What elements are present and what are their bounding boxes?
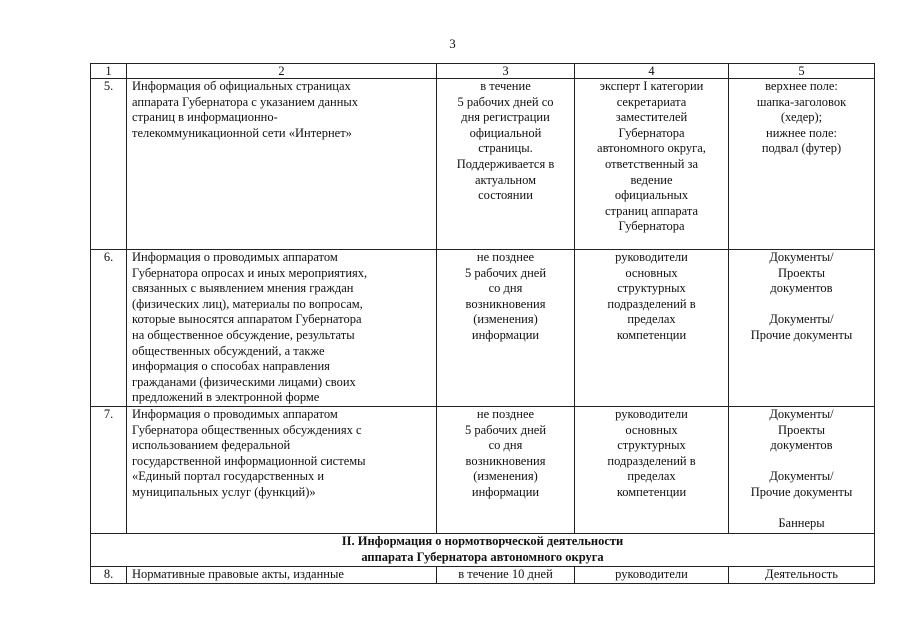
- cell-text-line: шапка-заголовок: [756, 94, 847, 109]
- cell-text-line: [734, 297, 869, 313]
- cell-text-line: подразделений в: [607, 296, 696, 311]
- cell-text-line: верхнее поле:: [765, 79, 838, 93]
- info-cell: [127, 79, 437, 250]
- cell-text-line: пределах: [627, 312, 676, 327]
- cell-text-line: Документы/: [769, 312, 834, 327]
- cell-text-line: Губернатора: [618, 125, 685, 140]
- term-cell: [437, 407, 575, 534]
- cell-text-line: Губернатора: [618, 219, 685, 234]
- cell-text-line: структурных: [617, 281, 686, 296]
- cell-text-line: со дня: [488, 281, 523, 296]
- cell-text-line: эксперт I категории: [599, 79, 704, 93]
- cell-text-line: которые выносятся аппаратом Губернатора: [132, 312, 362, 327]
- table-row-7: [91, 407, 875, 534]
- table-row-8: [91, 567, 875, 584]
- section-heading: [91, 534, 875, 567]
- cell-text-line: основных: [625, 422, 678, 437]
- row-number: 8.: [91, 567, 127, 584]
- table-row-5: [91, 79, 875, 250]
- row-number: 7.: [91, 407, 127, 534]
- cell-text-line: пределах: [627, 469, 676, 484]
- cell-text-line: гражданами (физическими лицами) своих: [132, 374, 356, 389]
- cell-text-line: Проекты: [778, 422, 825, 437]
- cell-text-line: нижнее поле:: [766, 125, 837, 140]
- cell-text-line: дня регистрации: [461, 110, 550, 125]
- cell-text-line: государственной информационной системы: [132, 453, 366, 468]
- cell-text-line: использованием федеральной: [132, 438, 291, 453]
- cell-text-line: секретариата: [616, 94, 687, 109]
- responsible-cell: [575, 79, 729, 250]
- cell-text-line: муниципальных услуг (функций)»: [132, 484, 316, 499]
- table-row-6: [91, 250, 875, 407]
- header-cell-1: 1: [91, 64, 127, 79]
- cell-text-line: подвал (футер): [761, 141, 842, 156]
- cell-text-line: информации: [471, 327, 540, 342]
- cell-text-line: заместителей: [615, 110, 688, 125]
- cell-text-line: телекоммуникационной сети «Интернет»: [132, 125, 352, 140]
- term-cell: в течение 10 дней: [437, 567, 575, 584]
- site-section-cell: [729, 79, 875, 250]
- header-cell-3: 3: [437, 64, 575, 79]
- term-cell: [437, 250, 575, 407]
- cell-text-line: Документы/: [769, 250, 834, 264]
- cell-text-line: (физических лиц), материалы по вопросам,: [132, 296, 363, 311]
- cell-text-line: 5 рабочих дней: [464, 422, 547, 437]
- cell-text-line: не позднее: [476, 407, 535, 421]
- cell-text-line: информация о способах направления: [132, 359, 330, 374]
- info-cell: [127, 407, 437, 534]
- cell-text-line: подразделений в: [607, 453, 696, 468]
- cell-text-line: основных: [625, 265, 678, 280]
- info-cell: [127, 250, 437, 407]
- cell-text-line: официальной: [469, 125, 542, 140]
- information-table: [90, 63, 875, 584]
- responsible-cell: [575, 407, 729, 534]
- cell-text-line: страниц в информационно-: [132, 110, 278, 125]
- cell-text-line: компетенции: [616, 327, 687, 342]
- cell-text-line: предложений в электронной форме: [132, 390, 320, 405]
- cell-text-line: информации: [471, 484, 540, 499]
- info-cell: Нормативные правовые акты, изданные: [127, 567, 437, 584]
- cell-text-line: состоянии: [478, 188, 533, 203]
- header-cell-4: 4: [575, 64, 729, 79]
- cell-text-line: аппарата Губернатора с указанием данных: [132, 94, 359, 109]
- cell-text-line: II. Информация о нормотворческой деятельности: [341, 534, 624, 548]
- cell-text-line: «Единый портал государственных и: [132, 469, 325, 484]
- term-cell: [437, 79, 575, 250]
- cell-text-line: страниц аппарата: [604, 203, 699, 218]
- cell-text-line: Информация о проводимых аппаратом: [132, 250, 338, 264]
- cell-text-line: структурных: [617, 438, 686, 453]
- cell-text-line: актуальном: [474, 172, 537, 187]
- cell-text-line: Информация о проводимых аппаратом: [132, 407, 338, 421]
- cell-text-line: Губернатора опросах и иных мероприятиях,: [132, 265, 368, 280]
- cell-text-line: компетенции: [616, 484, 687, 499]
- header-cell-5: 5: [729, 64, 875, 79]
- cell-text-line: аппарата Губернатора автономного округа: [361, 549, 604, 564]
- cell-text-line: официальных: [614, 188, 689, 203]
- cell-text-line: не позднее: [476, 250, 535, 264]
- cell-text-line: Баннеры: [778, 516, 825, 531]
- cell-text-line: документов: [770, 438, 833, 453]
- cell-text-line: возникновения: [465, 453, 546, 468]
- cell-text-line: 5 рабочих дней со: [457, 94, 554, 109]
- cell-text-line: связанных с выявлением мнения граждан: [132, 281, 354, 296]
- cell-text-line: документов: [770, 281, 833, 296]
- cell-text-line: Проекты: [778, 265, 825, 280]
- cell-text-line: ведение: [630, 172, 673, 187]
- cell-text-line: Документы/: [769, 407, 834, 421]
- cell-text-line: руководители: [615, 407, 688, 421]
- cell-text-line: общественных обсуждений, а также: [132, 343, 325, 358]
- row-number: 5.: [91, 79, 127, 250]
- cell-text-line: в течение: [480, 79, 531, 93]
- cell-text-line: со дня: [488, 438, 523, 453]
- cell-text-line: возникновения: [465, 296, 546, 311]
- cell-text-line: на общественное обсуждение, результаты: [132, 327, 355, 342]
- cell-text-line: 5 рабочих дней: [464, 265, 547, 280]
- cell-text-line: Губернатора общественных обсуждениях с: [132, 422, 362, 437]
- site-section-cell: [729, 407, 875, 534]
- cell-text-line: Документы/: [769, 469, 834, 484]
- site-section-cell: [729, 250, 875, 407]
- cell-text-line: (изменения): [473, 312, 538, 327]
- page-number: 3: [449, 36, 456, 51]
- cell-text-line: руководители: [615, 250, 688, 264]
- section-heading-row: [91, 534, 875, 567]
- cell-text-line: страницы.: [478, 141, 533, 156]
- row-number: 6.: [91, 250, 127, 407]
- cell-text-line: Прочие документы: [750, 327, 853, 342]
- table-header-row: [91, 64, 875, 79]
- cell-text-line: Поддерживается в: [456, 156, 555, 171]
- cell-text-line: ответственный за: [604, 156, 698, 171]
- header-cell-2: 2: [127, 64, 437, 79]
- cell-text-line: (изменения): [473, 469, 538, 484]
- cell-text-line: Информация об официальных страницах: [132, 79, 351, 93]
- cell-text-line: (хедер);: [780, 110, 823, 125]
- site-section-cell: Деятельность: [729, 567, 875, 584]
- responsible-cell: [575, 250, 729, 407]
- cell-text-line: автономного округа,: [597, 141, 706, 156]
- responsible-cell: руководители: [575, 567, 729, 584]
- cell-text-line: [734, 454, 869, 470]
- cell-text-line: [734, 501, 869, 517]
- cell-text-line: Прочие документы: [750, 484, 853, 499]
